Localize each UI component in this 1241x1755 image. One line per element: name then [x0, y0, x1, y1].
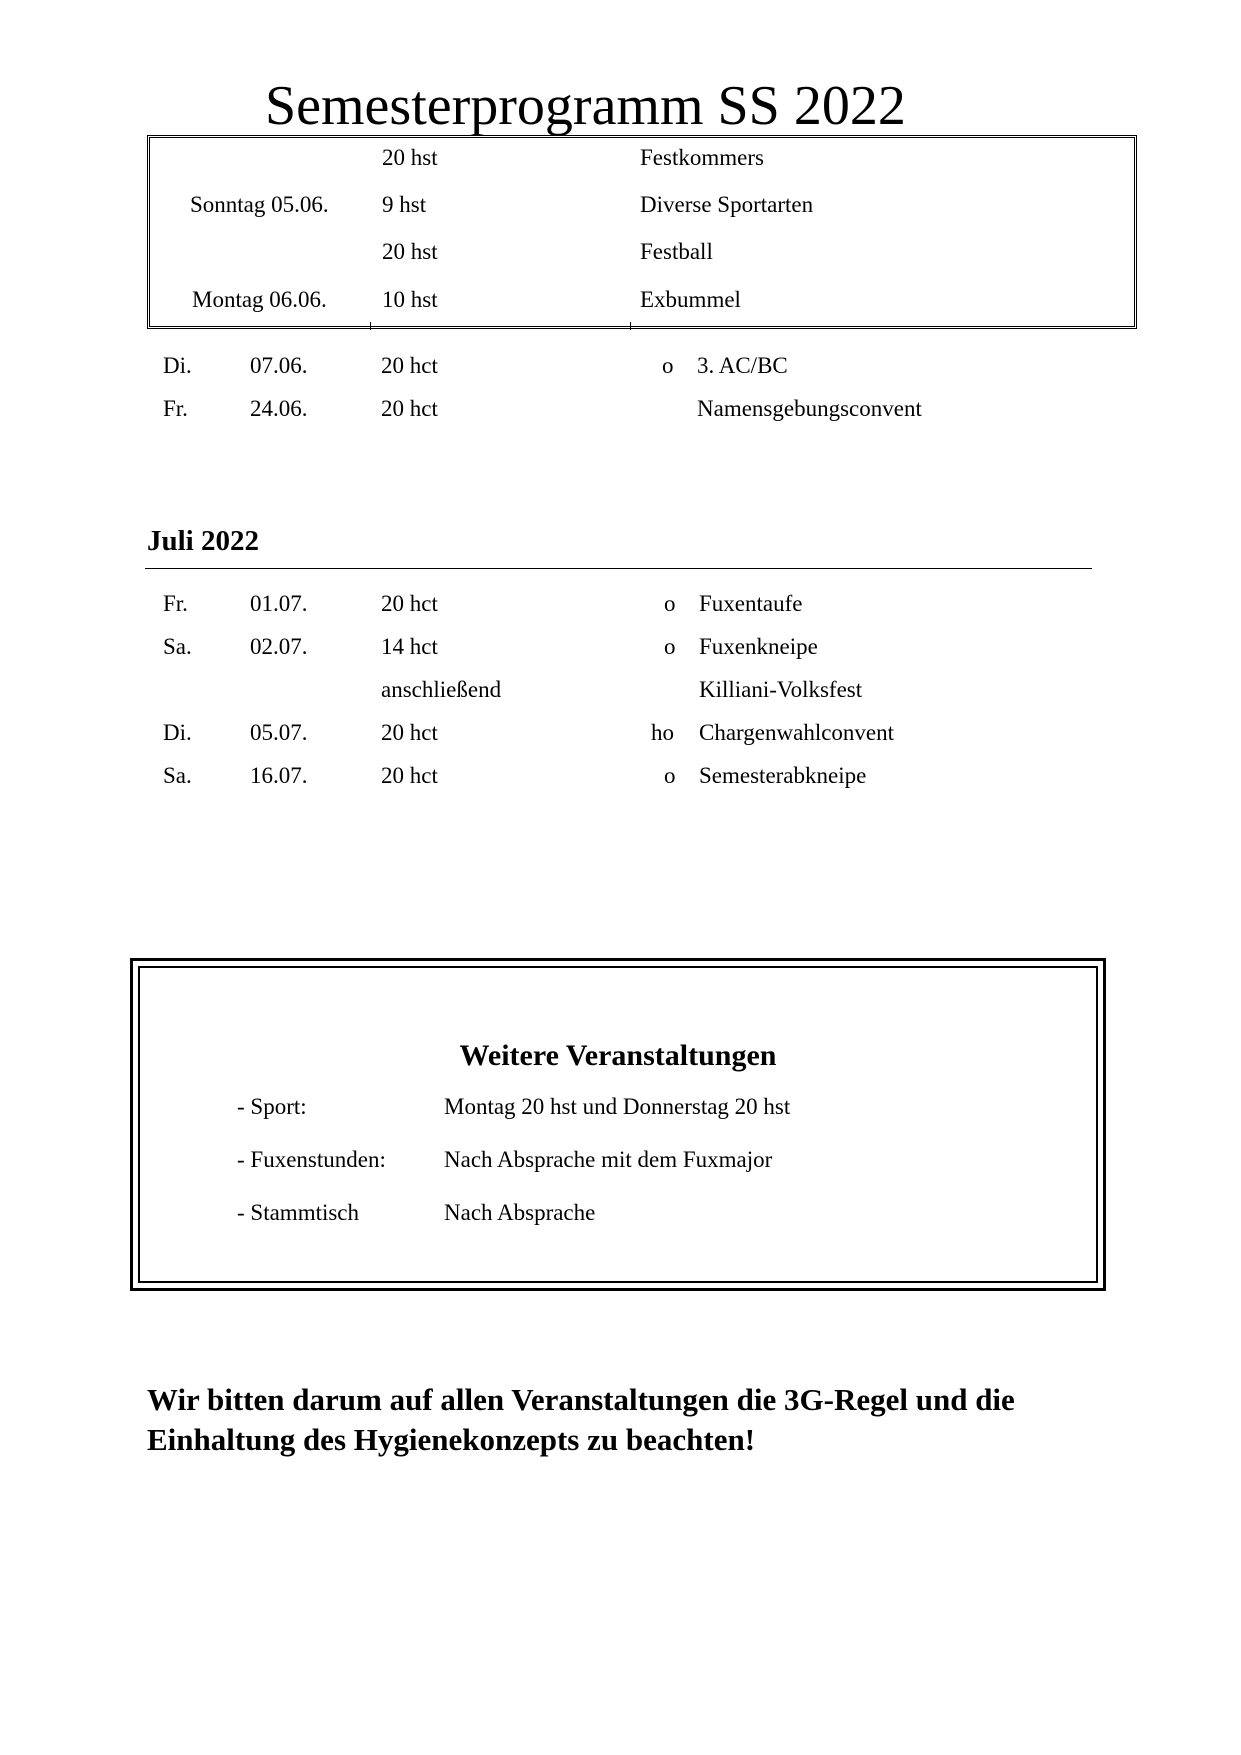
- box-title: Weitere Veranstaltungen: [459, 1039, 777, 1072]
- festwoche-event: Exbummel: [640, 287, 741, 312]
- section-heading-juli: Juli 2022: [147, 525, 259, 557]
- festwoche-day: Montag 06.06.: [192, 287, 327, 312]
- weitere-veranstaltungen-box: [130, 958, 1106, 1291]
- event-date: 07.06.: [250, 353, 308, 378]
- event-time: 20 hct: [381, 720, 438, 745]
- festwoche-time: 9 hst: [382, 192, 427, 217]
- festwoche-event: Festkommers: [640, 145, 764, 170]
- festwoche-event: Festball: [640, 239, 713, 264]
- box-inner-border: [138, 966, 1098, 1283]
- page-title: Semesterprogramm SS 2022: [265, 75, 906, 137]
- festwoche-event: Diverse Sportarten: [640, 192, 814, 217]
- event-weekday: Sa.: [163, 634, 192, 659]
- festwoche-time: 20 hst: [382, 239, 438, 264]
- event-weekday: Fr.: [163, 591, 188, 616]
- event-time: 20 hct: [381, 763, 438, 788]
- event-title: Fuxenkneipe: [699, 634, 818, 659]
- item-label: - Sport:: [237, 1094, 307, 1119]
- event-mark: o: [664, 634, 676, 659]
- column-divider: [630, 322, 631, 330]
- event-mark: o: [664, 763, 676, 788]
- event-date: 01.07.: [250, 591, 308, 616]
- item-label: - Stammtisch: [237, 1200, 360, 1225]
- event-time: anschließend: [381, 677, 502, 702]
- event-title: 3. AC/BC: [697, 353, 788, 378]
- event-mark: o: [664, 591, 676, 616]
- event-date: 05.07.: [250, 720, 308, 745]
- event-weekday: Di.: [163, 353, 192, 378]
- festwoche-time: 20 hst: [382, 145, 438, 170]
- event-mark: ho: [651, 720, 674, 745]
- divider: [145, 568, 1092, 569]
- event-time: 14 hct: [381, 634, 438, 659]
- notice-line: Einhaltung des Hygienekonzepts zu beachten!: [147, 1422, 756, 1457]
- festwoche-box: [147, 135, 1137, 329]
- event-time: 20 hct: [381, 591, 438, 616]
- event-mark: o: [662, 353, 674, 378]
- event-title: Namensgebungsconvent: [697, 396, 922, 421]
- event-weekday: Fr.: [163, 396, 188, 421]
- event-time: 20 hct: [381, 396, 438, 421]
- event-title: Semesterabkneipe: [699, 763, 867, 788]
- event-title: Killiani-Volksfest: [699, 677, 863, 702]
- event-weekday: Di.: [163, 720, 192, 745]
- festwoche-day: Sonntag 05.06.: [190, 192, 329, 217]
- item-value: Nach Absprache mit dem Fuxmajor: [444, 1147, 773, 1172]
- column-divider: [370, 322, 371, 330]
- event-date: 24.06.: [250, 396, 308, 421]
- event-date: 02.07.: [250, 634, 308, 659]
- item-label: - Fuxenstunden:: [237, 1147, 386, 1172]
- event-time: 20 hct: [381, 353, 438, 378]
- event-weekday: Sa.: [163, 763, 192, 788]
- event-title: Chargenwahlconvent: [699, 720, 895, 745]
- event-title: Fuxentaufe: [699, 591, 803, 616]
- item-value: Nach Absprache: [444, 1200, 596, 1225]
- hygiene-notice: [147, 1380, 1147, 1460]
- notice-line: Wir bitten darum auf allen Veranstaltungen die 3G-Regel und die: [147, 1382, 1015, 1417]
- event-date: 16.07.: [250, 763, 308, 788]
- item-value: Montag 20 hst und Donnerstag 20 hst: [444, 1094, 791, 1119]
- festwoche-time: 10 hst: [382, 287, 438, 312]
